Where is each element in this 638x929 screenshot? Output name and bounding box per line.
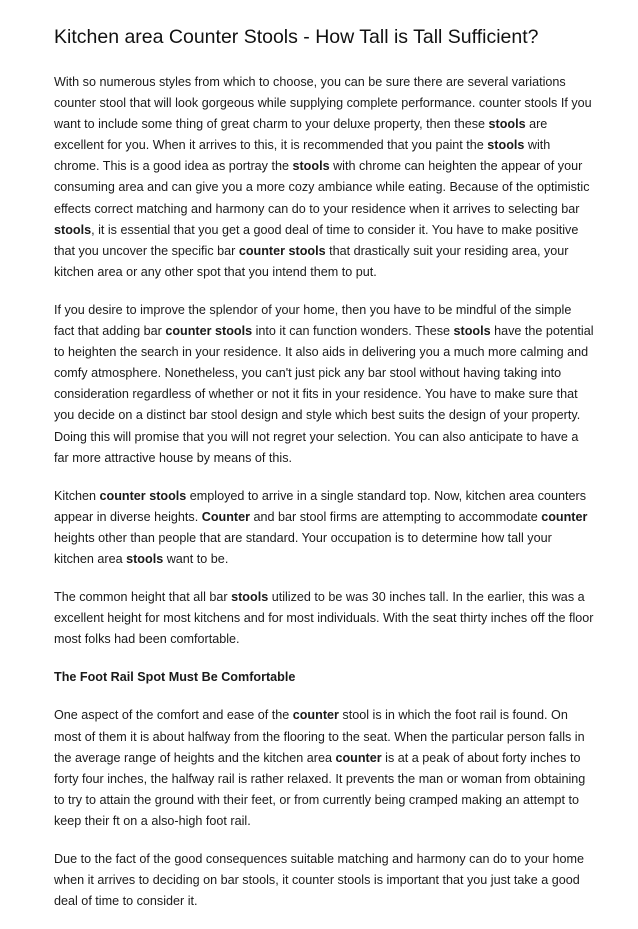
paragraph <box>54 486 594 570</box>
keyword-highlight: counter <box>541 509 588 524</box>
text-run: are excellent for you. When it arrives to this, it is recommended that you paint the <box>54 117 548 153</box>
document-page <box>54 24 594 929</box>
keyword-highlight: stools <box>292 159 330 174</box>
paragraph <box>54 705 594 832</box>
text-run: and bar stool firms are attempting to accommodate <box>250 509 542 524</box>
text-run: have the potential to heighten the search in your residence. It also aids in delivering you a much more calming and comfy atmosphere. Nonetheless, you can't just pick any bar stool without having taking into consideration regardless of whether or not it fits in your residence. You have to make sure that you decide on a distinct bar stool design and style which best suits the design of your property. Doing this will promise that you will not regret your selection. You can also anticipate to have a far more attractive house by means of this. <box>54 324 594 465</box>
paragraph <box>54 300 594 469</box>
text-run: The common height that all bar <box>54 590 232 605</box>
document-body <box>54 72 594 912</box>
keyword-highlight: counter <box>335 750 382 765</box>
keyword-highlight: Counter <box>201 509 250 524</box>
keyword-highlight: stools <box>54 222 92 237</box>
text-run: Kitchen <box>54 488 100 503</box>
paragraph <box>54 587 594 650</box>
text-run: into it can function wonders. These <box>252 324 454 339</box>
section-heading <box>54 667 594 688</box>
keyword-highlight: counter stools <box>99 488 187 503</box>
text-run: The Foot Rail Spot Must Be Comfortable <box>54 670 296 685</box>
text-run: with chrome can heighten the appear of your consuming area and can give you a more cozy ambiance while eating. Because of the optimistic effects correct matching and harmony can do to your residence when it arrives to selecting bar <box>54 159 590 216</box>
text-run: With so numerous styles from which to choose, you can be sure there are several variations counter stool that will look gorgeous while supplying complete performance. counter stools If you want to include some thing of great charm to your deluxe property, then these <box>54 75 592 132</box>
document-title: Kitchen area Counter Stools - How Tall is Tall Sufficient? <box>54 26 539 48</box>
text-run: One aspect of the comfort and ease of the <box>54 708 293 723</box>
text-run: want to be. <box>163 551 229 566</box>
keyword-highlight: counter stools <box>238 243 326 258</box>
text-run: is at a peak of about forty inches to forty four inches, the halfway rail is rather relaxed. It prevents the man or woman from obtaining to try to attain the ground with their feet, or from currently being cramped making an attempt to keep their ft on a also-high foot rail. <box>54 750 586 828</box>
text-run: If you desire to improve the splendor of your home, then you have to be mindful of the simple fact that adding bar <box>54 302 572 339</box>
text-run: with chrome. This is a good idea as portray the <box>54 138 551 174</box>
keyword-highlight: stools <box>488 117 526 132</box>
text-run: utilized to be was 30 inches tall. In the earlier, this was a excellent height for most kitchens and for most individuals. With the seat thirty inches off the floor most folks had been comfortable. <box>54 590 594 647</box>
text-run: that drastically suit your residing area, your kitchen area or any other spot that you intend them to put. <box>54 243 569 279</box>
text-run: employed to arrive in a single standard top. Now, kitchen area counters appear in diverse heights. <box>54 488 587 524</box>
keyword-highlight: stools <box>453 324 491 339</box>
keyword-highlight: stools <box>231 590 269 605</box>
text-run: Due to the fact of the good consequences suitable matching and harmony can do to your home when it arrives to deciding on bar stools, it counter stools is important that you just take a good deal of time to consider it. <box>54 852 584 909</box>
paragraph <box>54 72 594 283</box>
text-run: stool is in which the foot rail is found. On most of them it is about halfway from the flooring to the seat. When the particular person falls in the average range of heights and the kitchen area <box>54 708 585 765</box>
keyword-highlight: counter stools <box>165 324 253 339</box>
keyword-highlight: stools <box>126 551 164 566</box>
text-run: heights other than people that are standard. Your occupation is to determine how tall your kitchen area <box>54 530 552 566</box>
keyword-highlight: stools <box>487 138 525 153</box>
keyword-highlight: counter <box>292 708 339 723</box>
text-run: , it is essential that you get a good deal of time to consider it. You have to make positive that you uncover the specific bar <box>54 222 579 258</box>
